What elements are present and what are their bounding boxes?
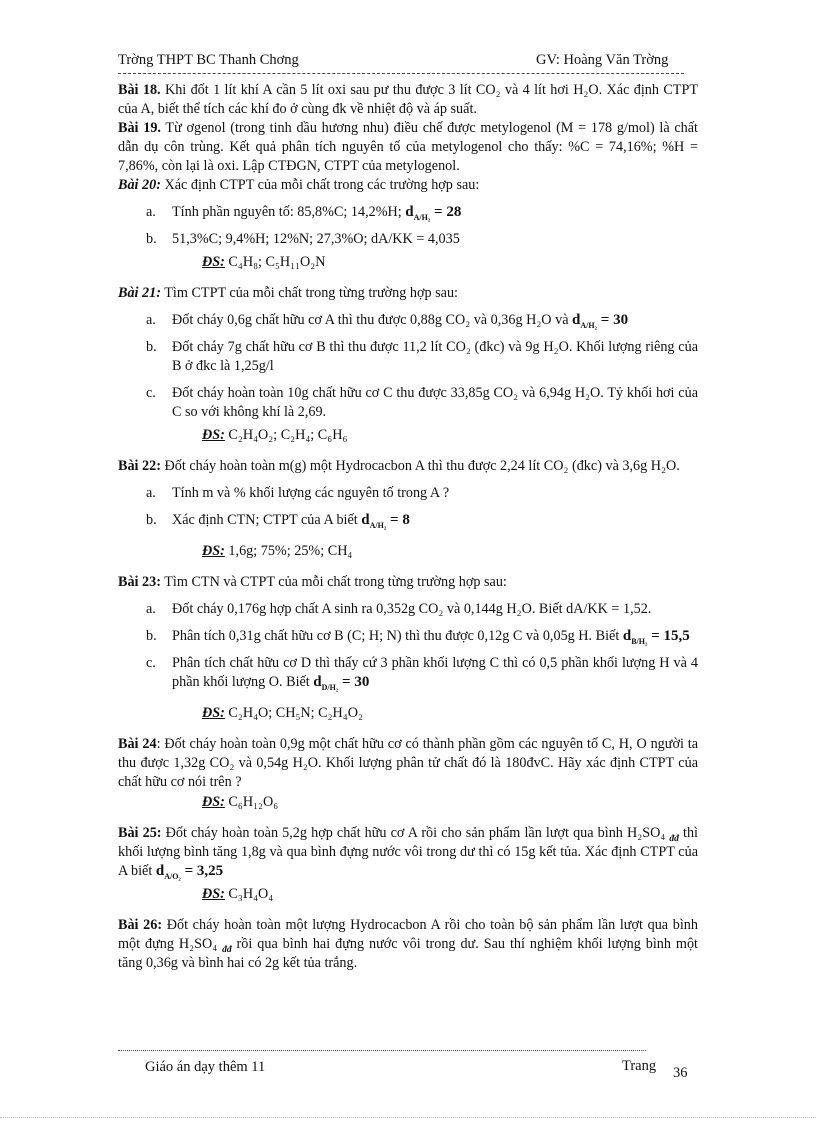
- ratio-d-A-H2: $d_{A/H_2} = 28$: [405, 204, 462, 222]
- answer-21: ĐS: C₂H₄O₂; C₂H₄; C₆H₆: [202, 427, 348, 443]
- exercise-label: Bài 20:: [118, 177, 161, 193]
- ratio-d-A-O2: $d_{A/O_2} = 3,25$: [155, 863, 224, 881]
- exercise-text: Từ ơgenol (trong tinh dầu hương nhu) điều chế được metylogenol (M = 178 g/mol) là chất dẫn dụ côn trùng. Kết quả phân tích nguyên tố của metylogenol cho thấy: %C = 74,16%; %H = 7,86%, còn lại là oxi. Lập CTĐGN, CTPT của metylogenol.: [118, 120, 699, 174]
- exercise-21-a: a. Đốt cháy 0,6g chất hữu cơ A thì thu được 0,88g CO₂ và 0,36g H₂O và $d_{A/H_2} = 30$: [146, 312, 629, 330]
- exercise-text: Đốt cháy hoàn toàn m(g) một Hydrocacbon A thì thu được 2,24 lít CO₂ (đkc) và 3,6g H₂O.: [160, 458, 680, 474]
- ratio-d-A-H2: $d_{A/H_2} = 8$: [361, 512, 410, 530]
- exercise-25: Bài 25: Đốt cháy hoàn toàn 5,2g hợp chất hữu cơ A rồi cho sản phẩm lần lượt qua bình H₂SO₄ $_{đđ}$ thì khối lượng bình tăng 1,8g và qua bình đựng nước vôi trong dư thì có 15g kết tủa. Xác định CTPT của A biết $d_{A/O_2} = 3,25$: [118, 825, 698, 881]
- exercise-text: Tìm CTPT của mỗi chất trong từng trường hợp sau:: [160, 285, 458, 301]
- ratio-d-D-H2: $d_{D/H_2} = 30$: [313, 674, 370, 692]
- exercise-21: [118, 284, 698, 303]
- exercise-text: Xác định CTPT của mỗi chất trong các trường hợp sau:: [160, 177, 480, 193]
- exercise-18: [118, 81, 698, 119]
- exercise-text: Khi đốt 1 lít khí A cần 5 lít oxi sau pư thu được 3 lít CO₂ và 4 lít hơi H₂O. Xác định CTPT của A, biết thể tích các khí đo ở cùng đk về nhiệt độ và áp suất.: [118, 82, 698, 117]
- exercise-22-b: b. Xác định CTN; CTPT của A biết $d_{A/H_2} = 8$: [146, 512, 410, 530]
- exercise-20-a: a. Tính phần nguyên tố: 85,8%C; 14,2%H; $d_{A/H_2} = 28$: [146, 204, 462, 222]
- page-bottom-edge: [0, 1117, 816, 1118]
- exercise-label: Bài 23:: [118, 574, 161, 590]
- exercise-text: Tìm CTN và CTPT của mỗi chất trong từng trường hợp sau:: [160, 574, 507, 590]
- exercise-23: [118, 573, 698, 592]
- exercise-24: [118, 735, 698, 792]
- exercise-label: Bài 24: [118, 736, 157, 752]
- exercise-label: Bài 21:: [118, 285, 161, 301]
- exercise-label: Bài 22:: [118, 458, 161, 474]
- header-school: Trờng THPT BC Thanh Chơng: [118, 52, 299, 68]
- answer-25: ĐS: C₃H₄O₄: [202, 886, 274, 902]
- answer-24: ĐS: C₆H₁₂O₆: [202, 794, 279, 810]
- page-number: 36: [673, 1065, 688, 1081]
- exercise-22-a: a. Tính m và % khối lượng các nguyên tố trong A ?: [146, 485, 450, 501]
- exercise-label: Bài 26:: [118, 917, 163, 933]
- ratio-d-B-H2: $d_{B/H_2} = 15,5$: [622, 628, 690, 646]
- ratio-d-A-H2: $d_{A/H_2} = 30$: [572, 312, 629, 330]
- answer-22: ĐS: 1,6g; 75%; 25%; CH₄: [202, 543, 353, 559]
- answer-20: ĐS: C₄H₈; C₅H₁₁O₂N: [202, 254, 326, 270]
- footer-page-label: Trang: [622, 1058, 657, 1074]
- exercise-21-b: b. Đốt cháy 7g chất hữu cơ B thì thu được 11,2 lít CO₂ (đkc) và 9g H₂O. Khối lượng riêng của B ở đkc là 1,25g/l: [146, 339, 698, 374]
- exercise-20: [118, 176, 698, 195]
- header-teacher: GV: Hoàng Văn Trờng: [536, 52, 669, 68]
- exercise-23-b: b. Phân tích 0,31g chất hữu cơ B (C; H; N) thì thu được 0,12g C và 0,05g H. Biết $d_{B/H_2} = 15,5$: [146, 628, 690, 646]
- footer-divider: [118, 1050, 646, 1051]
- exercise-23-a: a. Đốt cháy 0,176g hợp chất A sinh ra 0,352g CO₂ và 0,144g H₂O. Biết dA/KK = 1,52.: [146, 601, 652, 617]
- exercise-20-b: b. 51,3%C; 9,4%H; 12%N; 27,3%O; dA/KK = 4,035: [146, 231, 460, 247]
- exercise-23-c: c. Phân tích chất hữu cơ D thì thấy cứ 3 phần khối lượng C thì có 0,5 phần khối lượng H và 4 phần khối lượng O. Biết $d_{D/H_2} = 30$: [146, 655, 698, 692]
- exercise-label: Bài 19.: [118, 120, 161, 136]
- exercise-22: [118, 457, 698, 476]
- exercise-content: [118, 81, 698, 973]
- exercise-21-c: c. Đốt cháy hoàn toàn 10g chất hữu cơ C thu được 33,85g CO₂ và 6,94g H₂O. Tỷ khối hơi của C so với không khí là 2,69.: [146, 385, 698, 420]
- exercise-label: Bài 25:: [118, 825, 162, 841]
- header-divider: [118, 73, 684, 74]
- exercise-19: [118, 119, 698, 176]
- footer-title: Giáo án dạy thêm 11: [145, 1059, 266, 1075]
- exercise-label: Bài 18.: [118, 82, 161, 98]
- exercise-26: Bài 26: Đốt cháy hoàn toàn một lượng Hydrocacbon A rồi cho toàn bộ sản phẩm lần lượt qua bình một đựng H₂SO₄ $_{đđ}$ rồi qua bình hai đựng nước vôi trong dư. Sau thí nghiệm khối lượng bình một tăng 0,36g và bình hai có 2g kết tủa trắng.: [118, 917, 698, 971]
- exercise-text: : Đốt cháy hoàn toàn 0,9g một chất hữu cơ có thành phần gồm các nguyên tố C, H, O người ta thu được 1,32g CO₂ và 0,54g H₂O. Khối lượng phân tử chất đó là 180đvC. Hãy xác định CTPT của chất hữu cơ nói trên ?: [118, 736, 699, 790]
- answer-23: ĐS: C₂H₄O; CH₅N; C₂H₄O₂: [202, 705, 363, 721]
